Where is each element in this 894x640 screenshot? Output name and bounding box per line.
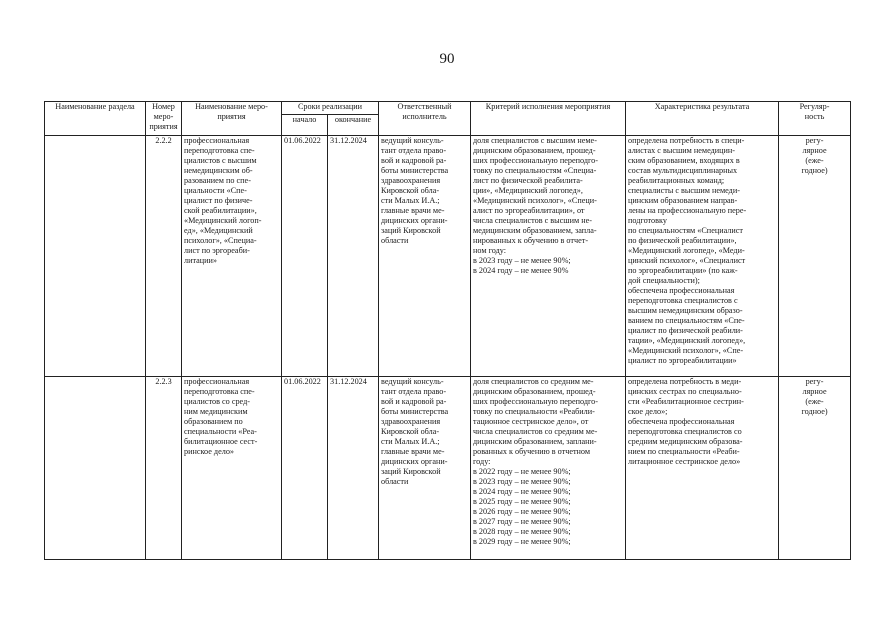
text-line: боты министерства — [381, 407, 449, 416]
text-line: немедицинским об- — [184, 166, 253, 175]
regularity — [779, 377, 851, 560]
text-line: переподготовка спе- — [184, 146, 255, 155]
text-line: Номер — [152, 102, 175, 111]
text-line: ведущий консуль- — [381, 377, 444, 386]
text-line: Наименование меро- — [195, 102, 268, 111]
program-table — [44, 101, 851, 560]
text-line: числа специалистов с высшим не- — [473, 216, 592, 225]
text-line: приятия — [217, 112, 246, 121]
text-line: лярное — [802, 146, 827, 155]
text-line: ведущий консуль- — [381, 136, 444, 145]
text-line: Регуляр- — [799, 102, 830, 111]
executor — [379, 136, 471, 377]
text-line: исполнитель — [402, 112, 447, 121]
text-line: Ответственный — [397, 102, 452, 111]
header-event-number — [146, 102, 182, 136]
criterion — [471, 377, 626, 560]
text-line: разованием по спе- — [184, 176, 251, 185]
header-period: Сроки реализации — [282, 102, 379, 115]
text-line: годное) — [801, 407, 828, 416]
text-line: цинским образованием направ- — [628, 196, 738, 205]
event-name — [182, 377, 282, 560]
text-line: лист по физической реабилита- — [473, 176, 583, 185]
text-line: лист по эргореаби- — [184, 246, 250, 255]
text-line: состав мультидисциплинарных — [628, 166, 738, 175]
text-line: ним медицинским — [184, 407, 248, 416]
text-line: нированных к обучению в отчет- — [473, 236, 589, 245]
header-regularity — [779, 102, 851, 136]
text-line: определена потребность в меди- — [628, 377, 742, 386]
text-line: переподготовка специалистов со — [628, 427, 742, 436]
text-line: дицинским образованием, прошед- — [473, 146, 596, 155]
text-line: товку по специальности «Реабили- — [473, 407, 595, 416]
text-line: циальности «Спе- — [184, 186, 247, 195]
text-line: доля специалистов со средним ме- — [473, 377, 594, 386]
start-date: 01.06.2022 — [282, 136, 328, 377]
text-line: «Медицинский психолог», «Спе- — [628, 346, 744, 355]
text-line: высшим немедицинским образо- — [628, 306, 743, 315]
text-line: в 2026 году – не менее 90%; — [473, 507, 571, 516]
text-line: по специальностям «Специалист — [628, 226, 743, 235]
text-line: переподготовка специалистов с — [628, 296, 738, 305]
text-line: главные врачи ме- — [381, 447, 445, 456]
text-line: нием по специальности «Реаби- — [628, 447, 740, 456]
text-line: ринское дело» — [184, 447, 235, 456]
text-line: профессиональная — [184, 136, 250, 145]
header-executor — [379, 102, 471, 136]
event-number: 2.2.3 — [146, 377, 182, 560]
text-line: дицинских органи- — [381, 457, 448, 466]
text-line: главные врачи ме- — [381, 206, 445, 215]
end-date: 31.12.2024 — [328, 377, 379, 560]
page-number: 90 — [439, 51, 455, 67]
text-line: реабилитационных команд; — [628, 176, 725, 185]
text-line: доля специалистов с высшим неме- — [473, 136, 597, 145]
text-line: ским образованием, входящих в — [628, 156, 740, 165]
text-line: рованных к обучению в отчетном — [473, 447, 591, 456]
text-line: «Медицинский логопед», «Меди- — [628, 246, 745, 255]
text-line: цинский психолог», «Специалист — [628, 256, 746, 265]
text-line: образованием по — [184, 417, 243, 426]
text-line: лены на профессиональную пере- — [628, 206, 747, 215]
text-line: обеспечена профессиональная — [628, 286, 735, 295]
text-line: в 2022 году – не менее 90%; — [473, 467, 571, 476]
text-line: ном году: — [473, 246, 507, 255]
text-line: области — [381, 477, 409, 486]
text-line: тант отдела право- — [381, 387, 447, 396]
text-line: в 2027 году – не менее 90%; — [473, 517, 571, 526]
text-line: Кировской обла- — [381, 427, 440, 436]
text-line: вой и кадровой ра- — [381, 156, 447, 165]
text-line: дицинских органи- — [381, 216, 448, 225]
text-line: цинских сестрах по специально- — [628, 387, 742, 396]
text-line: профессиональная — [184, 377, 250, 386]
text-line: литационное сестринское дело» — [628, 457, 741, 466]
text-line: алист по эргореабилитации», от — [473, 206, 585, 215]
text-line: приятия — [149, 122, 178, 131]
event-name — [182, 136, 282, 377]
text-line: ших профессиональную переподго- — [473, 397, 598, 406]
header-row — [45, 102, 851, 115]
text-line: специальности «Реа- — [184, 427, 257, 436]
text-line: психолог», «Специа- — [184, 236, 257, 245]
section-cell — [45, 377, 146, 560]
text-line: тации», «Медицинский логопед», — [628, 336, 746, 345]
header-start: начало — [282, 115, 328, 136]
text-line: по физической реабилитации», — [628, 236, 737, 245]
text-line: циалист по эргореабилитации» — [628, 356, 737, 365]
text-line: сти «Реабилитационное сестрин- — [628, 397, 744, 406]
text-line: заций Кировской — [381, 226, 441, 235]
text-line: специалисты с высшим немеди- — [628, 186, 740, 195]
text-line: здравоохранения — [381, 417, 441, 426]
text-line: меро- — [153, 112, 174, 121]
text-line: области — [381, 236, 409, 245]
table-row — [45, 136, 851, 377]
text-line: медицинским образованием, запла- — [473, 226, 597, 235]
text-line: ность — [804, 112, 825, 121]
header-result: Характеристика результата — [626, 102, 779, 136]
header-end: окончание — [328, 115, 379, 136]
text-line: переподготовка спе- — [184, 387, 255, 396]
text-line: боты министерства — [381, 166, 449, 175]
text-line: заций Кировской — [381, 467, 441, 476]
text-line: «Медицинский психолог», «Специ- — [473, 196, 597, 205]
text-line: средним медицинским образова- — [628, 437, 743, 446]
text-line: подготовку — [628, 216, 667, 225]
result — [626, 377, 779, 560]
text-line: в 2028 году – не менее 90%; — [473, 527, 571, 536]
text-line: товку по специальностям «Специа- — [473, 166, 597, 175]
text-line: году: — [473, 457, 491, 466]
header-criterion: Критерий исполнения мероприятия — [471, 102, 626, 136]
text-line: тационное сестринское дело», от — [473, 417, 589, 426]
text-line: числа специалистов со средним ме- — [473, 427, 598, 436]
section-cell — [45, 136, 146, 377]
text-line: алистах с высшим немедицин- — [628, 146, 736, 155]
table-row — [45, 377, 851, 560]
text-line: ших профессиональную переподго- — [473, 156, 598, 165]
event-number: 2.2.2 — [146, 136, 182, 377]
text-line: ванием по специальностям «Спе- — [628, 316, 745, 325]
start-date: 01.06.2022 — [282, 377, 328, 560]
executor — [379, 377, 471, 560]
result — [626, 136, 779, 377]
text-line: циалистов со сред- — [184, 397, 250, 406]
text-line: литации» — [184, 256, 218, 265]
text-line: обеспечена профессиональная — [628, 417, 735, 426]
text-line: в 2024 году – не менее 90%; — [473, 487, 571, 496]
text-line: годное) — [801, 166, 828, 175]
text-line: тант отдела право- — [381, 146, 447, 155]
text-line: билитационное сест- — [184, 437, 258, 446]
text-line: определена потребность в специ- — [628, 136, 745, 145]
text-line: «Медицинский логоп- — [184, 216, 262, 225]
text-line: циалист по физиче- — [184, 196, 253, 205]
text-line: здравоохранения — [381, 176, 441, 185]
text-line: циалистов с высшим — [184, 156, 257, 165]
regularity — [779, 136, 851, 377]
text-line: в 2023 году – не менее 90%; — [473, 256, 571, 265]
text-line: лярное — [802, 387, 827, 396]
header-event-name — [182, 102, 282, 136]
text-line: ской реабилитации», — [184, 206, 257, 215]
text-line: регу- — [805, 136, 824, 145]
criterion — [471, 136, 626, 377]
end-date: 31.12.2024 — [328, 136, 379, 377]
text-line: в 2025 году – не менее 90%; — [473, 497, 571, 506]
text-line: в 2023 году – не менее 90%; — [473, 477, 571, 486]
text-line: ции», «Медицинский логопед», — [473, 186, 583, 195]
text-line: Кировской обла- — [381, 186, 440, 195]
text-line: циалист по физической реабили- — [628, 326, 743, 335]
text-line: дицинским образованием, прошед- — [473, 387, 596, 396]
text-line: ское дело»; — [628, 407, 668, 416]
text-line: регу- — [805, 377, 824, 386]
text-line: дой специальности); — [628, 276, 700, 285]
text-line: вой и кадровой ра- — [381, 397, 447, 406]
text-line: в 2029 году – не менее 90%; — [473, 537, 571, 546]
text-line: в 2024 году – не менее 90% — [473, 266, 569, 275]
text-line: сти Малых И.А.; — [381, 437, 440, 446]
text-line: (еже- — [805, 397, 824, 406]
text-line: сти Малых И.А.; — [381, 196, 440, 205]
text-line: по эргореабилитации» (по каж- — [628, 266, 738, 275]
header-section-name: Наименование раздела — [45, 102, 146, 136]
text-line: (еже- — [805, 156, 824, 165]
text-line: дицинским образованием, заплани- — [473, 437, 597, 446]
text-line: ед», «Медицинский — [184, 226, 253, 235]
